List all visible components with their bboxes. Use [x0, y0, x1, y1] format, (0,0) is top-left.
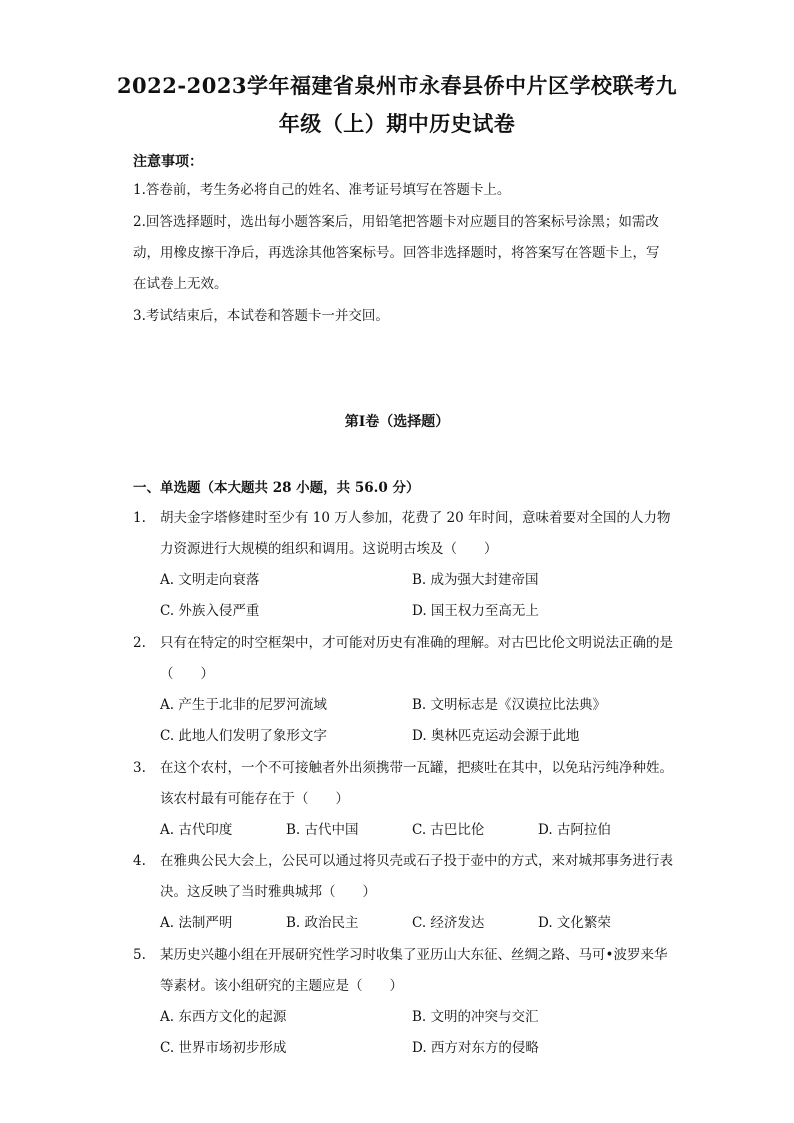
- part-heading: 一、单选题（本大题共 28 小题，共 56.0 分）: [133, 480, 420, 496]
- option-b: B. 古代中国: [286, 822, 359, 838]
- question-1: [133, 503, 673, 565]
- option-b: B. 文明的冲突与交汇: [412, 1009, 539, 1025]
- question-3-options: [160, 815, 670, 846]
- option-a: A. 文明走向衰落: [160, 572, 260, 588]
- question-2-options-row2: [160, 721, 670, 752]
- notice-item-1: 1.答卷前，考生务必将自己的姓名、准考证号填写在答题卡上。: [133, 182, 511, 198]
- question-text: 在雅典公民大会上，公民可以通过将贝壳或石子投于壶中的方式，来对城邦事务进行表决。这反映了当时雅典城邦（ ）: [160, 853, 673, 900]
- question-4: [133, 846, 673, 908]
- option-a: A. 东西方文化的起源: [160, 1009, 287, 1025]
- option-a: A. 产生于北非的尼罗河流域: [160, 697, 327, 713]
- option-a: A. 法制严明: [160, 915, 233, 931]
- section-title: 第Ⅰ卷（选择题）: [344, 414, 450, 430]
- question-number: 3.: [133, 760, 146, 776]
- exam-title-line2: 年级（上）期中历史试卷: [278, 111, 516, 136]
- option-d: D. 文化繁荣: [538, 915, 611, 931]
- option-c: C. 经济发达: [412, 915, 485, 931]
- question-3: [133, 753, 673, 815]
- option-c: C. 古巴比伦: [412, 822, 485, 838]
- option-d: D. 古阿拉伯: [538, 822, 611, 838]
- question-number: 1.: [133, 510, 146, 526]
- option-b: B. 文明标志是《汉谟拉比法典》: [412, 697, 607, 713]
- notice-item-3: 3.考试结束后，本试卷和答题卡一并交回。: [133, 308, 389, 324]
- question-number: 4.: [133, 853, 146, 869]
- question-1-options-row2: [160, 596, 670, 627]
- question-5-options-row2: [160, 1033, 670, 1064]
- option-c: C. 世界市场初步形成: [160, 1040, 287, 1056]
- notice-heading: 注意事项：: [133, 154, 203, 170]
- question-number: 5.: [133, 947, 146, 963]
- question-4-options: [160, 908, 670, 939]
- option-c: C. 外族入侵严重: [160, 603, 260, 619]
- question-2: [133, 628, 673, 690]
- question-1-options-row1: [160, 565, 670, 596]
- option-d: D. 奥林匹克运动会源于此地: [412, 728, 580, 744]
- question-text: 在这个农村，一个不可接触者外出须携带一瓦罐，把痰吐在其中，以免玷污纯净种姓。该农村最有可能存在于（ ）: [160, 760, 673, 807]
- option-b: B. 成为强大封建帝国: [412, 572, 539, 588]
- question-2-options-row1: [160, 690, 670, 721]
- notice-item-2: 2.回答选择题时，选出每小题答案后，用铅笔把答题卡对应题目的答案标号涂黑；如需改动，用橡皮擦干净后，再选涂其他答案标号。回答非选择题时，将答案写在答题卡上，写在试卷上无效。: [133, 214, 660, 292]
- question-text: 胡夫金字塔修建时至少有 10 万人参加，花费了 20 年时间，意味着要对全国的人力物力资源进行大规模的组织和调用。这说明古埃及（ ）: [160, 510, 671, 557]
- question-text: 某历史兴趣小组在开展研究性学习时收集了亚历山大东征、丝绸之路、马可•波罗来华等素材。该小组研究的主题应是（ ）: [160, 947, 668, 994]
- option-a: A. 古代印度: [160, 822, 233, 838]
- option-b: B. 政治民主: [286, 915, 359, 931]
- option-c: C. 此地人们发明了象形文字: [160, 728, 327, 744]
- option-d: D. 国王权力至高无上: [412, 603, 539, 619]
- exam-title-line1: 2022-2023学年福建省泉州市永春县侨中片区学校联考九: [116, 73, 678, 98]
- question-5-options-row1: [160, 1002, 670, 1033]
- question-text: 只有在特定的时空框架中，才可能对历史有准确的理解。对古巴比伦文明说法正确的是（ ）: [160, 635, 673, 682]
- question-number: 2.: [133, 635, 146, 651]
- option-d: D. 西方对东方的侵略: [412, 1040, 539, 1056]
- question-5: [133, 940, 673, 1002]
